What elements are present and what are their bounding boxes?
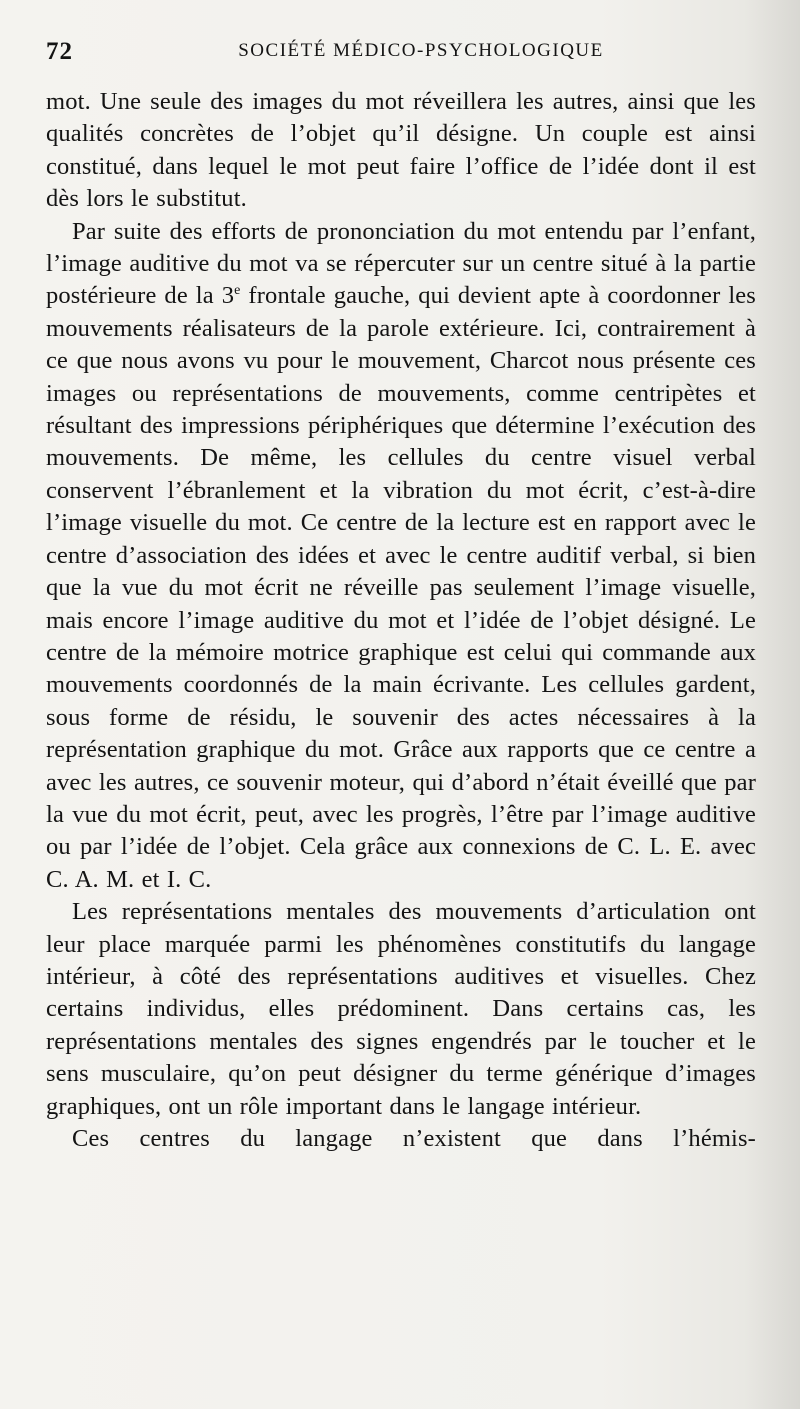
paragraph	[46, 216, 756, 897]
paragraph: Les représentations mentales des mouvements d’articulation ont leur place marquée parmi les phénomènes constitutifs du langage intérieur, à côté des représentations auditives et visuelles. Chez certains individus, elles prédominent. Dans certains cas, les représentations mentales des signes engendrés par le toucher et le sens musculaire, qu’on peut désigner du terme générique d’images graphiques, ont un rôle important dans le langage intérieur.	[46, 898, 756, 1120]
paragraph: Ces centres du langage n’existent que dans l’hémis-	[72, 1125, 756, 1152]
running-head: SOCIÉTÉ MÉDICO-PSYCHOLOGIQUE	[238, 40, 604, 61]
page-header	[46, 38, 756, 86]
page-number: 72	[46, 38, 73, 65]
body-text	[46, 86, 756, 1155]
ordinal-superscript: e	[234, 283, 241, 299]
paragraph-text: Par suite des efforts de prononciation du mot entendu par l’enfant, l’image auditive du mot va se répercuter sur un centre situé à la partie postérieure de la 3	[46, 217, 756, 310]
paragraph-text: frontale gauche, qui devient apte à coordonner les mouvements réalisateurs de la parole extérieure. Ici, contrairement à ce que nous avons vu pour le mouvement, Charcot nous présente ces images ou représentations de mouvements, comme centripètes et résultant des impressions périphériques que détermine l’exécution des mouvements. De même, les cellules du centre visuel verbal conservent l’ébranlement et la vibration du mot écrit, c’est-à-dire l’image visuelle du mot. Ce centre de la lecture est en rapport avec le centre d’association des idées et avec le centre auditif verbal, si bien que la vue du mot écrit ne réveille pas seulement l’image visuelle, mais encore l’image auditive du mot et l’idée de l’objet désigné. Le centre de la mémoire motrice graphique est celui qui commande aux mouvements coordonnés de la main écrivante. Les cellules gardent, sous forme de résidu, le souvenir des actes nécessaires à la représentation graphique du mot. Grâce aux rapports que ce centre a avec les autres, ce souvenir moteur, qui d’abord n’était éveillé que par la vue du mot écrit, peut, avec les progrès, l’être par l’image auditive ou par l’idée de l’objet. Cela grâce aux connexions de C. L. E. avec C. A. M. et I. C.	[46, 282, 756, 893]
paragraph: mot. Une seule des images du mot réveillera les autres, ainsi que les qualités concrètes de l’objet qu’il désigne. Un couple est ainsi constitué, dans lequel le mot peut faire l’office de l’idée dont il est dès lors le substitut.	[46, 88, 756, 213]
